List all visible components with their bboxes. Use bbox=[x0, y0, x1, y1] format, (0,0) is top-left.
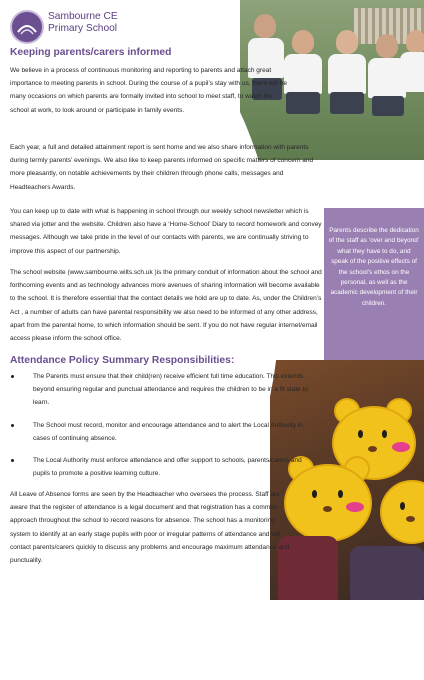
list-item: The Parents must ensure that their child(ren) receive efficient full time education. This extends beyond ensuring regular and punctual attendance and requires the children to be in a fit state to learn. bbox=[10, 370, 315, 410]
bear-mask bbox=[380, 480, 424, 544]
paragraph-1: We believe in a process of continuous monitoring and reporting to parents and attach great importance to meeting parents in school. During the course of a pupil’s stay with us, there will be many occasions on which parents are formally invited into school to meet staff, to watch the school at work, to look around or participate in family events. bbox=[10, 67, 287, 114]
paragraph-4: The school website (www.sambourne.wilts.sch.uk )is the primary conduit of information about the school and forthcoming events and as technology advances more avenues of sharing information will become available to the school. It is therefore essential that the contact details we hold are up to date. As, under the Children’s Act , a number of adults can have parental responsibility we also need to be informed of any other address, apart from the parental home, to which information should be sent. If you do not have regular internet/email access please inform the school office. bbox=[10, 269, 322, 343]
school-crest-icon bbox=[10, 10, 44, 44]
quote-text: Parents describe the dedication of the staff as ‘over and beyond’ what they have to do, and speak of the positive effects of the school’s ethos on the personal, as well as the academic development of their children. bbox=[328, 227, 420, 307]
section-heading-parents-informed: Keeping parents/carers informed bbox=[10, 47, 172, 58]
bullet-icon bbox=[11, 375, 14, 378]
bullet-icon bbox=[11, 424, 14, 427]
closing-paragraph: All Leave of Absence forms are seen by the Headteacher who oversees the process. Staff are aware that the register of attendance is a legal document and that registration has a common approach throughout the school to record reasons for absence. The school has a monitoring system to identify at an early stage pupils with poor or irregular patterns of attendance and will contact parents/carers quickly to discuss any problems and encourage maximum attendance and punctuality. bbox=[10, 491, 290, 565]
section-heading-attendance: Attendance Policy Summary Responsibilities: bbox=[10, 355, 235, 366]
bullet-icon bbox=[11, 459, 14, 462]
list-item: The Local Authority must enforce attendance and offer support to schools, parents/carers and pupils to promote a positive learning culture. bbox=[10, 454, 315, 480]
paragraph-3: You can keep up to date with what is happening in school through our weekly school newsletter which is shared via jotter and the website. Children also have a ‘Home-School’ Diary to record homework and convey messages. Although we take pride in the level of our contacts with parents, we are continually striving to improve this aspect of our partnership. bbox=[10, 208, 322, 255]
paragraph-2: Each year, a full and detailed attainment report is sent home and we also share information with parents during termly parents’ evenings. We also like to keep parents informed on specific matters of concern and more pleasantly, on notable achievements by their children through phone calls, messages and Headteachers Awards. bbox=[10, 144, 314, 191]
responsibilities-list bbox=[10, 370, 315, 489]
school-name: Sambourne CE Primary School bbox=[48, 11, 118, 34]
list-item: The School must record, monitor and encourage attendance and to alert the Local Authority in cases of continuing absence. bbox=[10, 419, 315, 445]
school-logo bbox=[6, 6, 166, 42]
